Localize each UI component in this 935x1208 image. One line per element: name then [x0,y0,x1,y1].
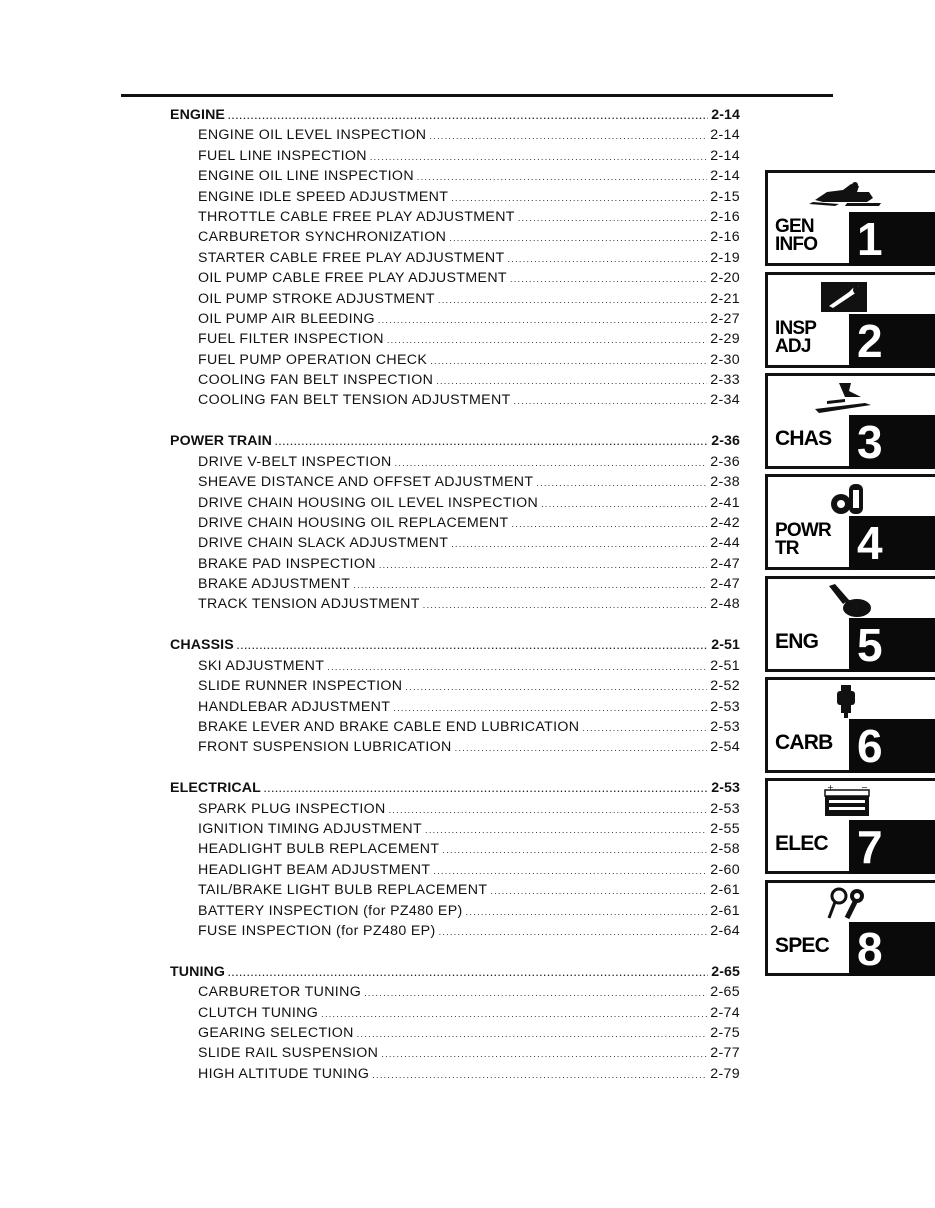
dot-leader [442,840,707,860]
tab-label-line: CHAS [775,427,832,450]
entry-label: FRONT SUSPENSION LUBRICATION [198,739,452,756]
toc-entry[interactable] [170,676,740,696]
toc-entry[interactable] [170,1064,740,1084]
entry-label: OIL PUMP STROKE ADJUSTMENT [198,290,435,307]
dot-leader [423,595,707,615]
toc-entry[interactable] [170,166,740,186]
entry-label: BRAKE LEVER AND BRAKE CABLE END LUBRICATION [198,718,580,735]
dot-leader [379,555,707,575]
dot-leader [395,453,708,473]
entry-label: COOLING FAN BELT INSPECTION [198,372,434,389]
entry-label: BRAKE PAD INSPECTION [198,555,376,572]
toc-entry[interactable] [170,697,740,717]
dot-leader [425,820,707,840]
dot-leader [466,902,708,922]
tab-powr-tr[interactable] [765,474,935,570]
section-tuning [170,962,740,1084]
page-number: 2-52 [710,678,740,695]
dot-leader [364,983,707,1003]
toc-entry[interactable] [170,533,740,553]
tab-label-line: CARB [775,731,833,754]
tab-number: 4 [849,516,935,570]
page-number: 2-65 [710,984,740,1001]
tab-insp-adj[interactable] [765,272,935,368]
page-number: 2-79 [710,1065,740,1082]
toc-entry[interactable] [170,717,740,737]
toc-entry[interactable] [170,513,740,533]
toc-entry[interactable] [170,309,740,329]
entry-label: DRIVE CHAIN HOUSING OIL LEVEL INSPECTION [198,494,539,511]
toc-entry[interactable] [170,390,740,410]
page-number: 2-75 [710,1025,740,1042]
page-number: 2-16 [710,229,740,246]
tab-eng[interactable] [765,576,935,672]
page-number: 2-51 [711,637,740,654]
dot-leader [372,1065,707,1085]
page-number: 2-58 [710,841,740,858]
tab-number: 1 [849,212,935,266]
battery-icon [805,784,885,820]
page-number: 2-21 [710,290,740,307]
entry-label: THROTTLE CABLE FREE PLAY ADJUSTMENT [198,208,515,225]
page-number: 2-53 [711,780,740,797]
section-heading[interactable] [170,635,740,655]
top-rule [121,94,833,97]
section-title: TUNING [170,963,225,980]
entry-label: CARBURETOR SYNCHRONIZATION [198,229,447,246]
section-heading[interactable] [170,962,740,982]
tab-label [775,520,847,560]
page-number: 2-51 [710,657,740,674]
tab-label-line: TR [775,538,799,559]
toc-entry[interactable] [170,248,740,268]
section-power-train [170,431,740,615]
toc-entry[interactable] [170,370,740,390]
page-number: 2-77 [710,1045,740,1062]
page-number: 2-61 [710,902,740,919]
dot-leader [514,391,708,411]
dot-leader [327,657,707,677]
toc-entry[interactable] [170,554,740,574]
dot-leader [451,534,707,554]
entry-label: COOLING FAN BELT TENSION ADJUSTMENT [198,392,511,409]
dot-leader [451,188,707,208]
page-number: 2-29 [710,331,740,348]
ski-icon [805,379,885,415]
toc-entry[interactable] [170,207,740,227]
section-title: ENGINE [170,107,225,123]
entry-label: SPARK PLUG INSPECTION [198,800,386,817]
page-number: 2-14 [710,168,740,185]
section-heading[interactable] [170,431,740,451]
dot-leader [353,575,707,595]
entry-label: FUEL PUMP OPERATION CHECK [198,351,428,368]
page-number: 2-74 [710,1004,740,1021]
toc-entry[interactable] [170,880,740,900]
entry-label: FUEL FILTER INSPECTION [198,331,384,348]
section-title: CHASSIS [170,637,234,654]
toc-entry[interactable] [170,982,740,1002]
entry-label: ENGINE OIL LEVEL INSPECTION [198,127,427,144]
dot-leader [275,432,708,452]
toc-entry[interactable] [170,452,740,472]
entry-label: DRIVE CHAIN SLACK ADJUSTMENT [198,535,449,552]
dot-leader [417,167,707,187]
tab-spec[interactable] [765,880,935,976]
tab-label [775,622,847,662]
page-number: 2-64 [710,922,740,939]
tools-icon [805,886,885,922]
entry-label: DRIVE V-BELT INSPECTION [198,453,392,470]
dot-leader [433,861,707,881]
tab-number: 6 [849,719,935,773]
entry-label: ENGINE IDLE SPEED ADJUSTMENT [198,188,449,205]
dot-leader [582,718,707,738]
tab-number: 8 [849,922,935,976]
tab-number: 2 [849,314,935,368]
tab-label-line: POWR [775,520,831,541]
entry-label: OIL PUMP CABLE FREE PLAY ADJUSTMENT [198,270,507,287]
dot-leader [357,1024,707,1044]
page-number: 2-47 [710,576,740,593]
dot-leader [378,310,707,330]
toc-entry[interactable] [170,472,740,492]
dot-leader [405,677,707,697]
entry-label: CLUTCH TUNING [198,1004,319,1021]
page-number: 2-34 [710,392,740,409]
page-number: 2-53 [710,800,740,817]
toc-entry[interactable] [170,656,740,676]
toc-entry[interactable] [170,350,740,370]
dot-leader [264,779,708,799]
page-number: 2-48 [710,596,740,613]
entry-label: OIL PUMP AIR BLEEDING [198,310,375,327]
section-engine [170,105,740,411]
tab-gen-info[interactable] [765,170,935,266]
dot-leader [455,738,708,758]
tab-label-line: SPEC [775,934,829,957]
carburetor-icon [805,683,885,719]
page-number: 2-14 [711,107,740,123]
page-number: 2-53 [710,698,740,715]
toc-entry[interactable] [170,493,740,513]
tab-label-line: INSP [775,318,817,339]
dot-leader [541,494,707,514]
dot-leader [438,290,707,310]
dot-leader [228,106,708,126]
tab-label [775,824,847,864]
section-title: ELECTRICAL [170,780,261,797]
entry-label: HEADLIGHT BULB REPLACEMENT [198,841,440,858]
entry-label: SKI ADJUSTMENT [198,657,325,674]
table-of-contents [170,105,740,1105]
dot-leader [518,208,707,228]
toc-entry[interactable] [170,1003,740,1023]
wrench-icon [805,278,885,314]
page-number: 2-36 [710,453,740,470]
tab-elec[interactable] [765,778,935,874]
tab-label [775,318,847,358]
dot-leader [490,881,707,901]
dot-leader [430,351,707,371]
entry-label: TRACK TENSION ADJUSTMENT [198,596,420,613]
section-electrical [170,778,740,941]
dot-leader [439,922,708,942]
tab-label-line: ADJ [775,336,811,357]
toc-entry[interactable] [170,737,740,757]
entry-label: HEADLIGHT BEAM ADJUSTMENT [198,861,431,878]
entry-label: BRAKE ADJUSTMENT [198,576,351,593]
tab-carb[interactable] [765,677,935,773]
dot-leader [370,147,707,167]
page-number: 2-44 [710,535,740,552]
toc-entry[interactable] [170,227,740,247]
tab-chas[interactable] [765,373,935,469]
tab-number: 5 [849,618,935,672]
tab-number: 3 [849,415,935,469]
page-number: 2-15 [710,188,740,205]
toc-entry[interactable] [170,1023,740,1043]
entry-label: CARBURETOR TUNING [198,984,362,1001]
entry-label: HANDLEBAR ADJUSTMENT [198,698,391,715]
toc-entry[interactable] [170,1043,740,1063]
dot-leader [381,1044,707,1064]
dot-leader [436,371,707,391]
page-number: 2-42 [710,514,740,531]
tab-label-line: ELEC [775,832,828,855]
svg-text:−: − [861,784,868,792]
page-number: 2-65 [711,963,740,980]
spark-plug-icon [805,582,885,618]
page-number: 2-33 [710,372,740,389]
page-number: 2-41 [710,494,740,511]
toc-entry[interactable] [170,146,740,166]
entry-label: STARTER CABLE FREE PLAY ADJUSTMENT [198,249,505,266]
page-number: 2-53 [710,718,740,735]
page-number: 2-20 [710,270,740,287]
dot-leader [387,330,707,350]
dot-leader [449,228,707,248]
toc-entry[interactable] [170,329,740,349]
snowmobile-icon [805,176,885,212]
entry-label: SLIDE RUNNER INSPECTION [198,678,403,695]
toc-entry[interactable] [170,901,740,921]
entry-label: ENGINE OIL LINE INSPECTION [198,168,414,185]
toc-entry[interactable] [170,268,740,288]
section-chassis [170,635,740,757]
page-number: 2-27 [710,310,740,327]
toc-entry[interactable] [170,839,740,859]
entry-label: SLIDE RAIL SUSPENSION [198,1045,379,1062]
tab-label [775,419,847,459]
dot-leader [510,269,707,289]
tab-number: 7 [849,820,935,874]
page-number: 2-55 [710,821,740,837]
page-number: 2-16 [710,208,740,225]
toc-entry[interactable] [170,860,740,880]
tab-label-line: GEN [775,216,814,237]
section-title: POWER TRAIN [170,433,272,450]
toc-entry[interactable] [170,921,740,941]
toc-entry[interactable] [170,819,740,839]
page-number: 2-19 [710,249,740,266]
entry-label: BATTERY INSPECTION (for PZ480 EP) [198,902,463,919]
entry-label: SHEAVE DISTANCE AND OFFSET ADJUSTMENT [198,474,534,491]
toc-entry[interactable] [170,187,740,207]
entry-label: GEARING SELECTION [198,1025,354,1042]
section-heading[interactable] [170,778,740,798]
dot-leader [536,473,707,493]
toc-entry[interactable] [170,594,740,614]
toc-entry[interactable] [170,799,740,819]
page-number: 2-36 [711,433,740,450]
svg-text:+: + [827,784,834,792]
section-heading[interactable] [170,105,740,125]
tab-label [775,216,847,256]
toc-entry[interactable] [170,289,740,309]
entry-label: IGNITION TIMING ADJUSTMENT [198,821,423,837]
entry-label: TAIL/BRAKE LIGHT BULB REPLACEMENT [198,882,488,899]
page-number: 2-54 [710,739,740,756]
dot-leader [393,698,707,718]
tab-label-line: INFO [775,234,818,255]
toc-entry[interactable] [170,125,740,145]
tab-label [775,723,847,763]
entry-label: FUSE INSPECTION (for PZ480 EP) [198,922,436,939]
page-number: 2-47 [710,555,740,572]
tab-label [775,926,847,966]
page-number: 2-60 [710,861,740,878]
tab-label-line: ENG [775,630,819,653]
page-number: 2-61 [710,882,740,899]
dot-leader [228,963,708,983]
dot-leader [429,126,707,146]
dot-leader [389,800,708,820]
entry-label: HIGH ALTITUDE TUNING [198,1065,370,1082]
entry-label: FUEL LINE INSPECTION [198,147,367,164]
clutch-icon [805,480,885,516]
page-number: 2-14 [710,127,740,144]
page-number: 2-38 [710,474,740,491]
entry-label: DRIVE CHAIN HOUSING OIL REPLACEMENT [198,514,509,531]
toc-entry[interactable] [170,574,740,594]
page-number: 2-30 [710,351,740,368]
dot-leader [237,636,708,656]
dot-leader [508,249,708,269]
dot-leader [512,514,708,534]
page-number: 2-14 [710,147,740,164]
dot-leader [321,1004,707,1024]
